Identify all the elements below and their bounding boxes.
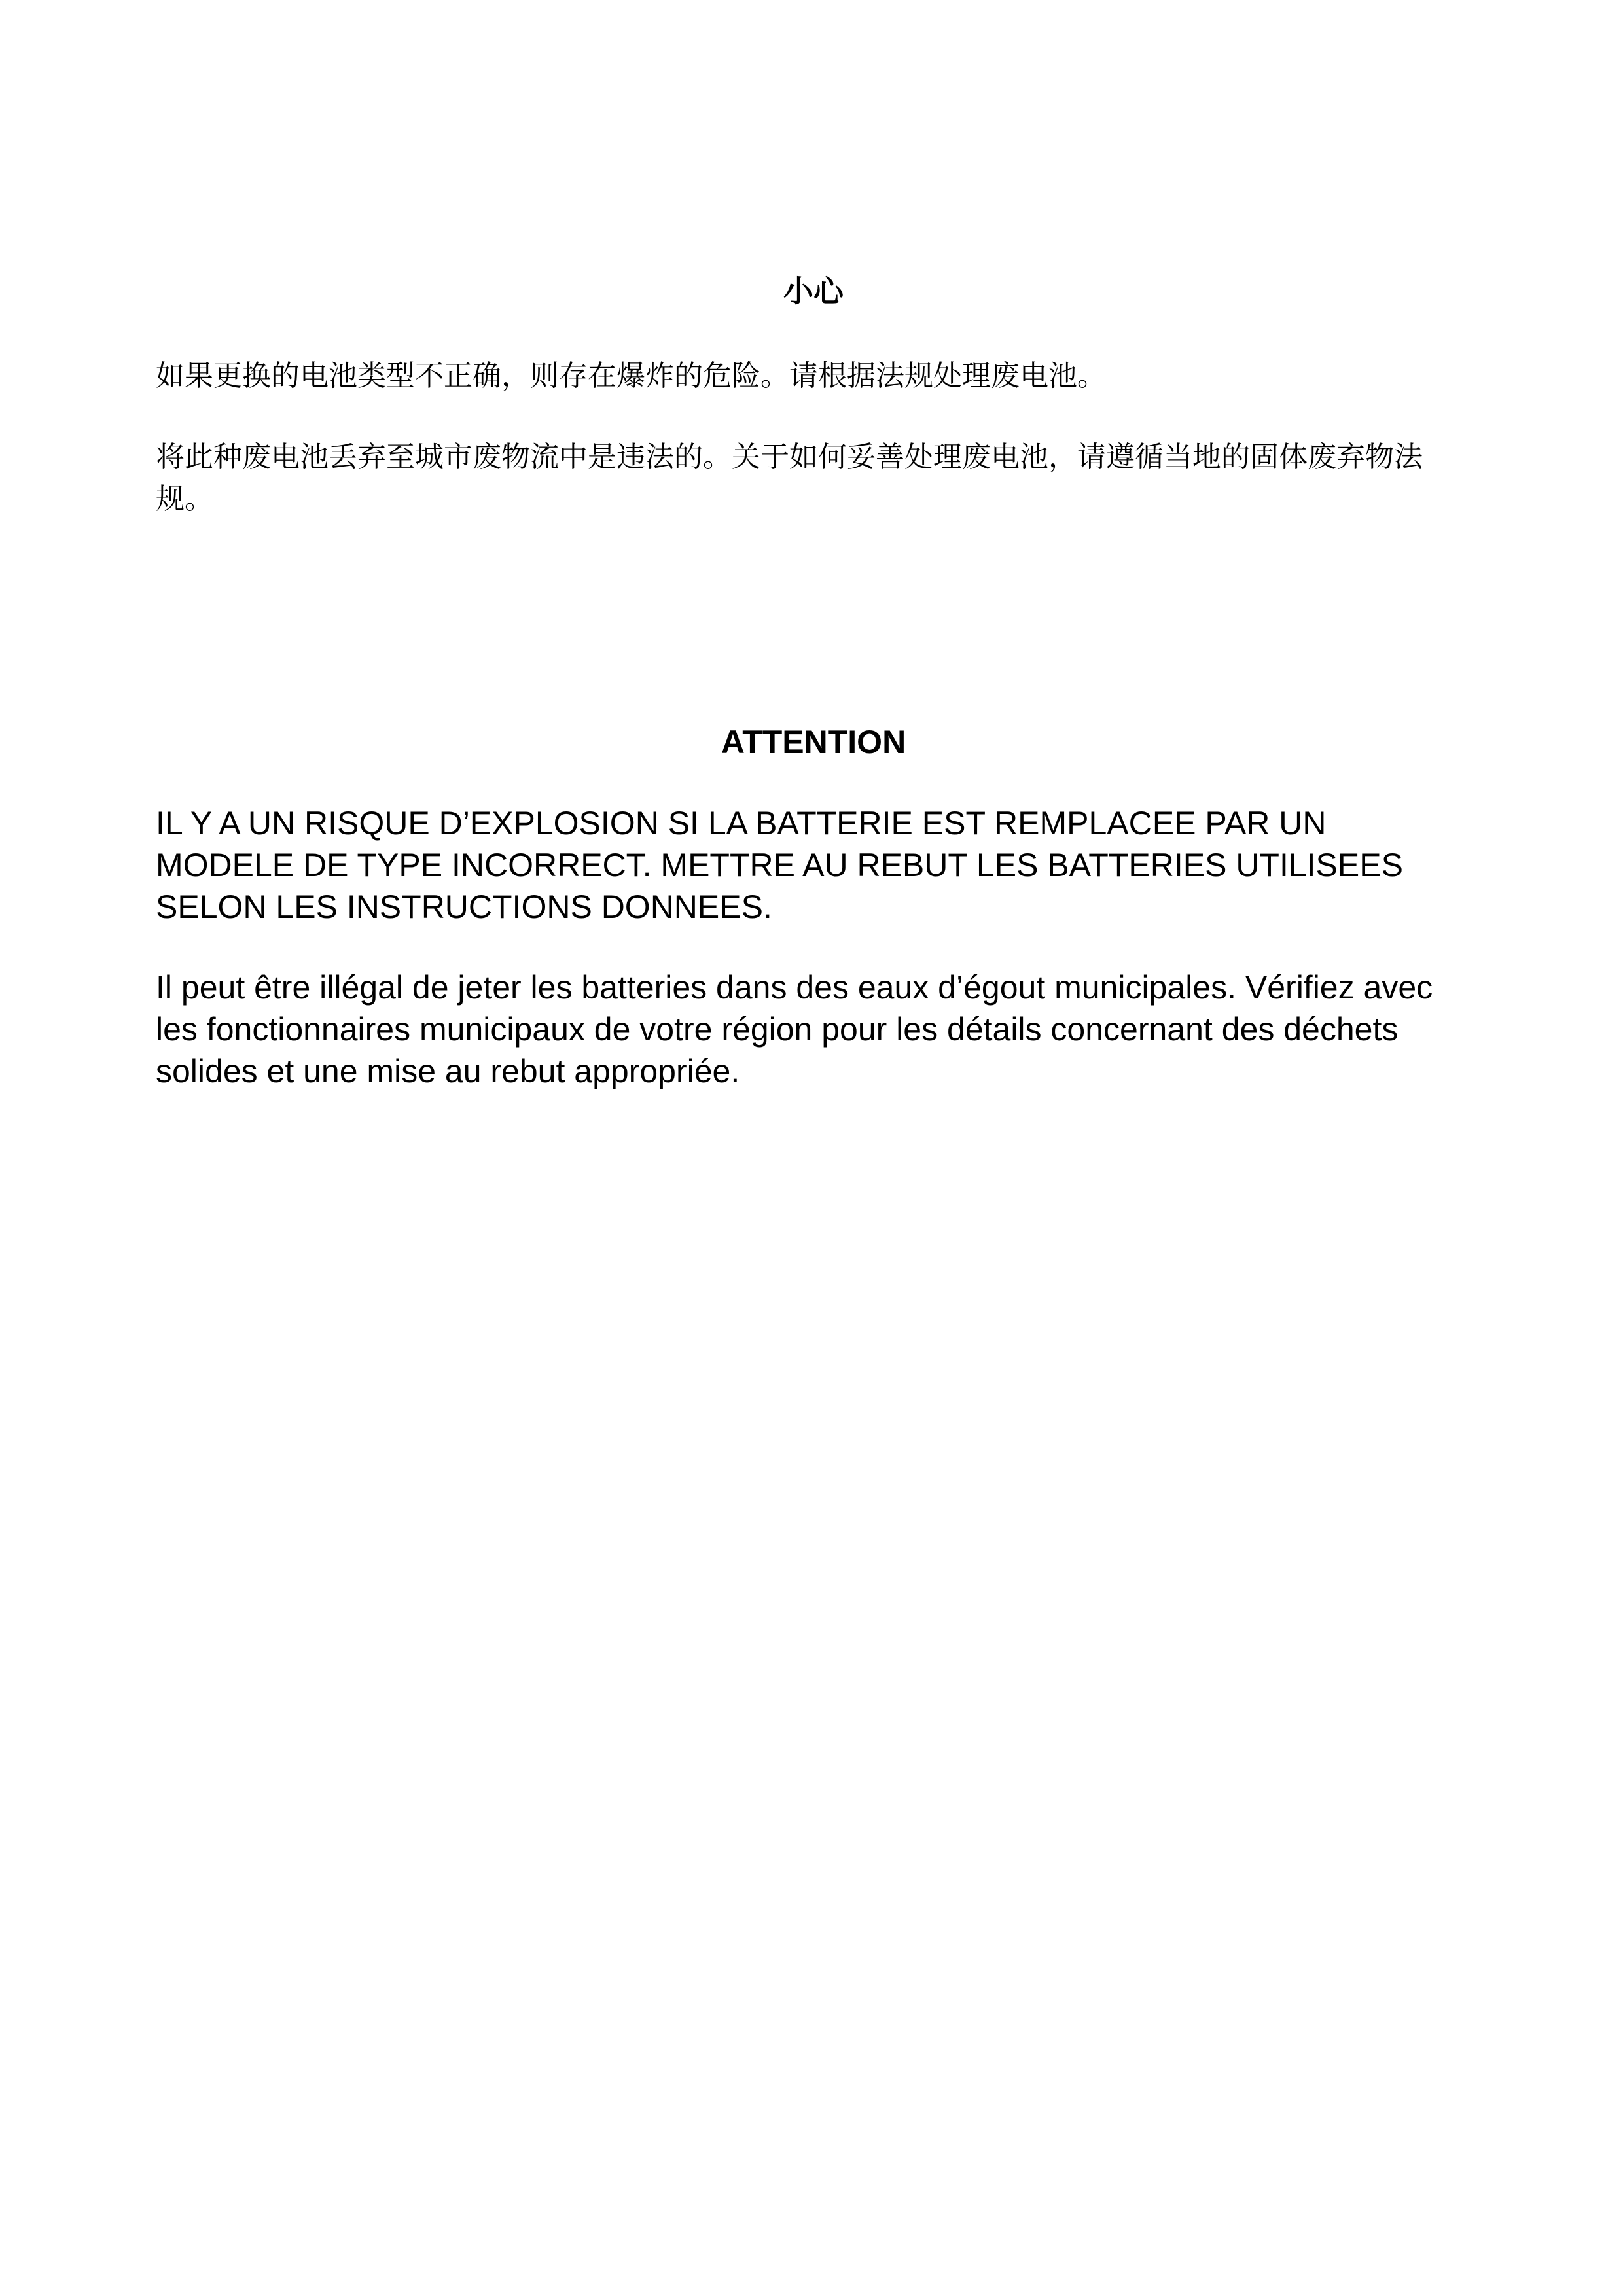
caution-heading-zh: 小心	[783, 274, 844, 309]
battery-replacement-warning-zh: 如果更换的电池类型不正确，则存在爆炸的危险。请根据法规处理废电池。	[156, 359, 1106, 393]
battery-replacement-warning-fr: IL Y A UN RISQUE D’EXPLOSION SI LA BATTERIE EST REMPLACEE PAR UN MODELE DE TYPE INCORRECT. METTRE AU REBUT LES BATTERIES UTILISEES SELON LES INSTRUCTIONS DONNEES.	[156, 805, 1403, 925]
battery-disposal-warning-zh: 将此种废电池丢弃至城市废物流中是违法的。关于如何妥善处理废电池，请遵循当地的固体废弃物法规。	[156, 440, 1423, 516]
battery-disposal-warning-fr: Il peut être illégal de jeter les batteries dans des eaux d’égout municipales. Vérifiez avec les fonctionnaires municipaux de votre région pour les détails concernant des déchets solides et une mise au rebut appropriée.	[156, 969, 1433, 1089]
caution-heading-fr: ATTENTION	[721, 724, 906, 760]
